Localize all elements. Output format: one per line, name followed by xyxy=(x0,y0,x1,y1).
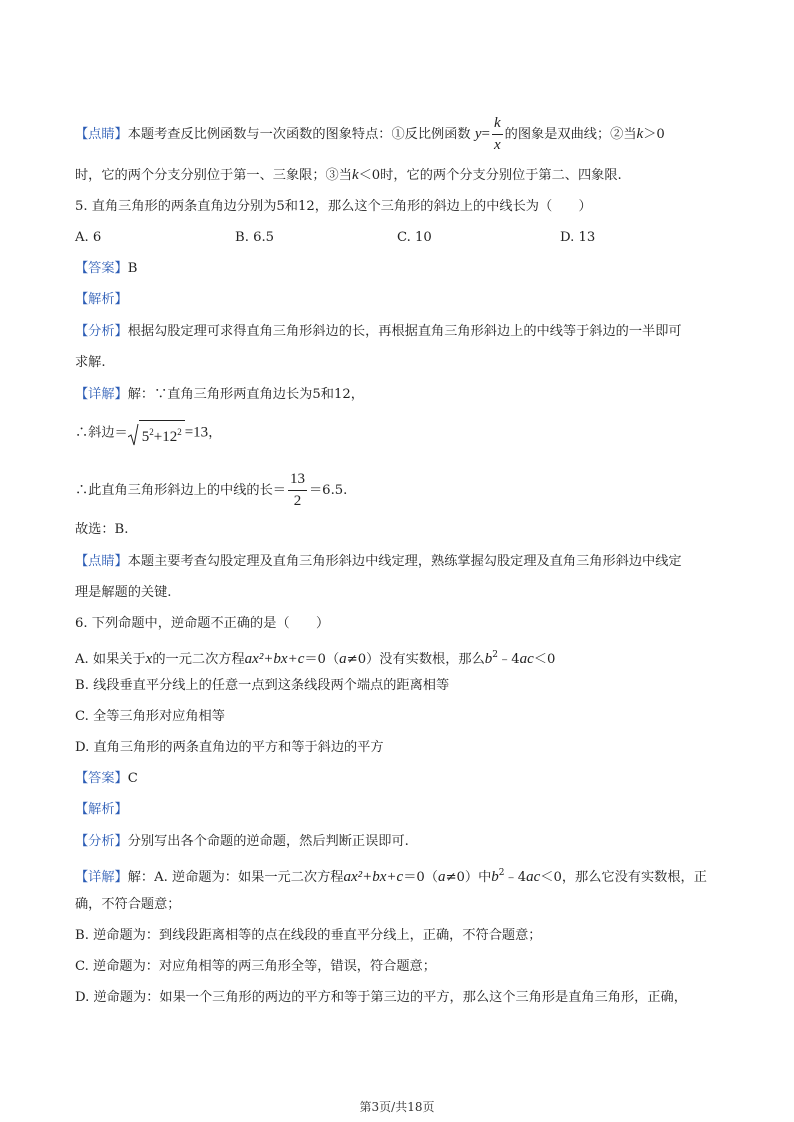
q5-analysis-heading: 【解析】 xyxy=(75,292,128,307)
page-footer: 第3页/共18页 xyxy=(359,1100,435,1114)
q6-detail-c: C. 逆命题为：对应角相等的两三角形全等，错误，符合题意； xyxy=(75,959,436,974)
tip-tag: 【点睛】 xyxy=(75,127,128,142)
q5-option-d: D. 13 xyxy=(560,230,596,245)
q6-option-c: C. 全等三角形对应角相等 xyxy=(75,709,225,724)
q5-choose: 故选：B. xyxy=(75,522,129,537)
q6-option-a: A. 如果关于x的一元二次方程ax²+bx+c＝0（a≠0）没有实数根，那么$b^2﹣4ac<0$ xyxy=(75,650,556,667)
q6-option-b: B. 线段垂直平分线上的任意一点到这条线段两个端点的距离相等 xyxy=(75,678,450,693)
q5-detail-1: 【详解】解：∵直角三角形两直角边长为5和12， xyxy=(75,387,364,402)
q5-stem: 5. 直角三角形的两条直角边分别为5和12，那么这个三角形的斜边上的中线长为（ ） xyxy=(75,199,592,214)
answer-tag: 【答案】 xyxy=(75,261,128,276)
q5-tip-2: 理是解题的关键. xyxy=(75,585,172,600)
q6-answer: 【答案】C xyxy=(75,771,138,786)
q5-median-line: ∴此直角三角形斜边上的中线的长＝ $\frac{13}{2}$ ＝6.5. xyxy=(75,471,348,509)
q6-detail-b: B. 逆命题为：到线段距离相等的点在线段的垂直平分线上，正确，不符合题意； xyxy=(75,928,542,943)
q6-stem: 6. 下列命题中，逆命题不正确的是（ ） xyxy=(75,616,330,631)
square-root: $5^2+12^2$ xyxy=(128,420,185,446)
q6-analysis-heading: 【解析】 xyxy=(75,802,128,817)
q5-answer: 【答案】B xyxy=(75,261,138,276)
q4-tip-line-1: 【点睛】本题考查反比例函数与一次函数的图象特点：①反比例函数 y= $\frac{k}{x}$ 的图象是双曲线；②当k＞0 xyxy=(75,115,665,153)
fraction-k-over-x: $\frac{k}{x}$ xyxy=(493,115,501,153)
q5-option-b: B. 6.5 xyxy=(235,230,275,245)
q5-option-c: C. 10 xyxy=(397,230,432,245)
fraction-13-over-2: $\frac{13}{2}$ xyxy=(290,471,305,509)
q6-option-d: D. 直角三角形的两条直角边的平方和等于斜边的平方 xyxy=(75,740,384,755)
q5-option-a: A. 6 xyxy=(75,230,102,245)
q6-detail-d: D. 逆命题为：如果一个三角形的两边的平方和等于第三边的平方，那么这个三角形是直角三角形，正确， xyxy=(75,990,687,1005)
q6-detail-a: 【详解】解：A. 逆命题为：如果一元二次方程ax²+bx+c＝0（a≠0）中$b^2﹣4ac<0$，那么它没有实数根，正 xyxy=(75,868,707,885)
q6-fenxi: 【分析】分别写出各个命题的逆命题，然后判断正误即可. xyxy=(75,834,409,849)
q4-tip-line-2: 时，它的两个分支分别位于第一、三象限；③当k＜0时，它的两个分支分别位于第二、四象限. xyxy=(75,167,622,183)
q6-detail-a-cont: 确，不符合题意； xyxy=(75,897,181,912)
q5-fenxi-2: 求解. xyxy=(75,355,106,370)
q5-fenxi-1: 【分析】根据勾股定理可求得直角三角形斜边的长，再根据直角三角形斜边上的中线等于斜边的一半即可 xyxy=(75,324,682,339)
q5-hypotenuse-line: ∴斜边＝ $5^2+12^2$ =13， xyxy=(75,420,734,446)
q5-tip-1: 【点睛】本题主要考查勾股定理及直角三角形斜边中线定理，熟练掌握勾股定理及直角三角形斜边中线定 xyxy=(75,554,682,569)
